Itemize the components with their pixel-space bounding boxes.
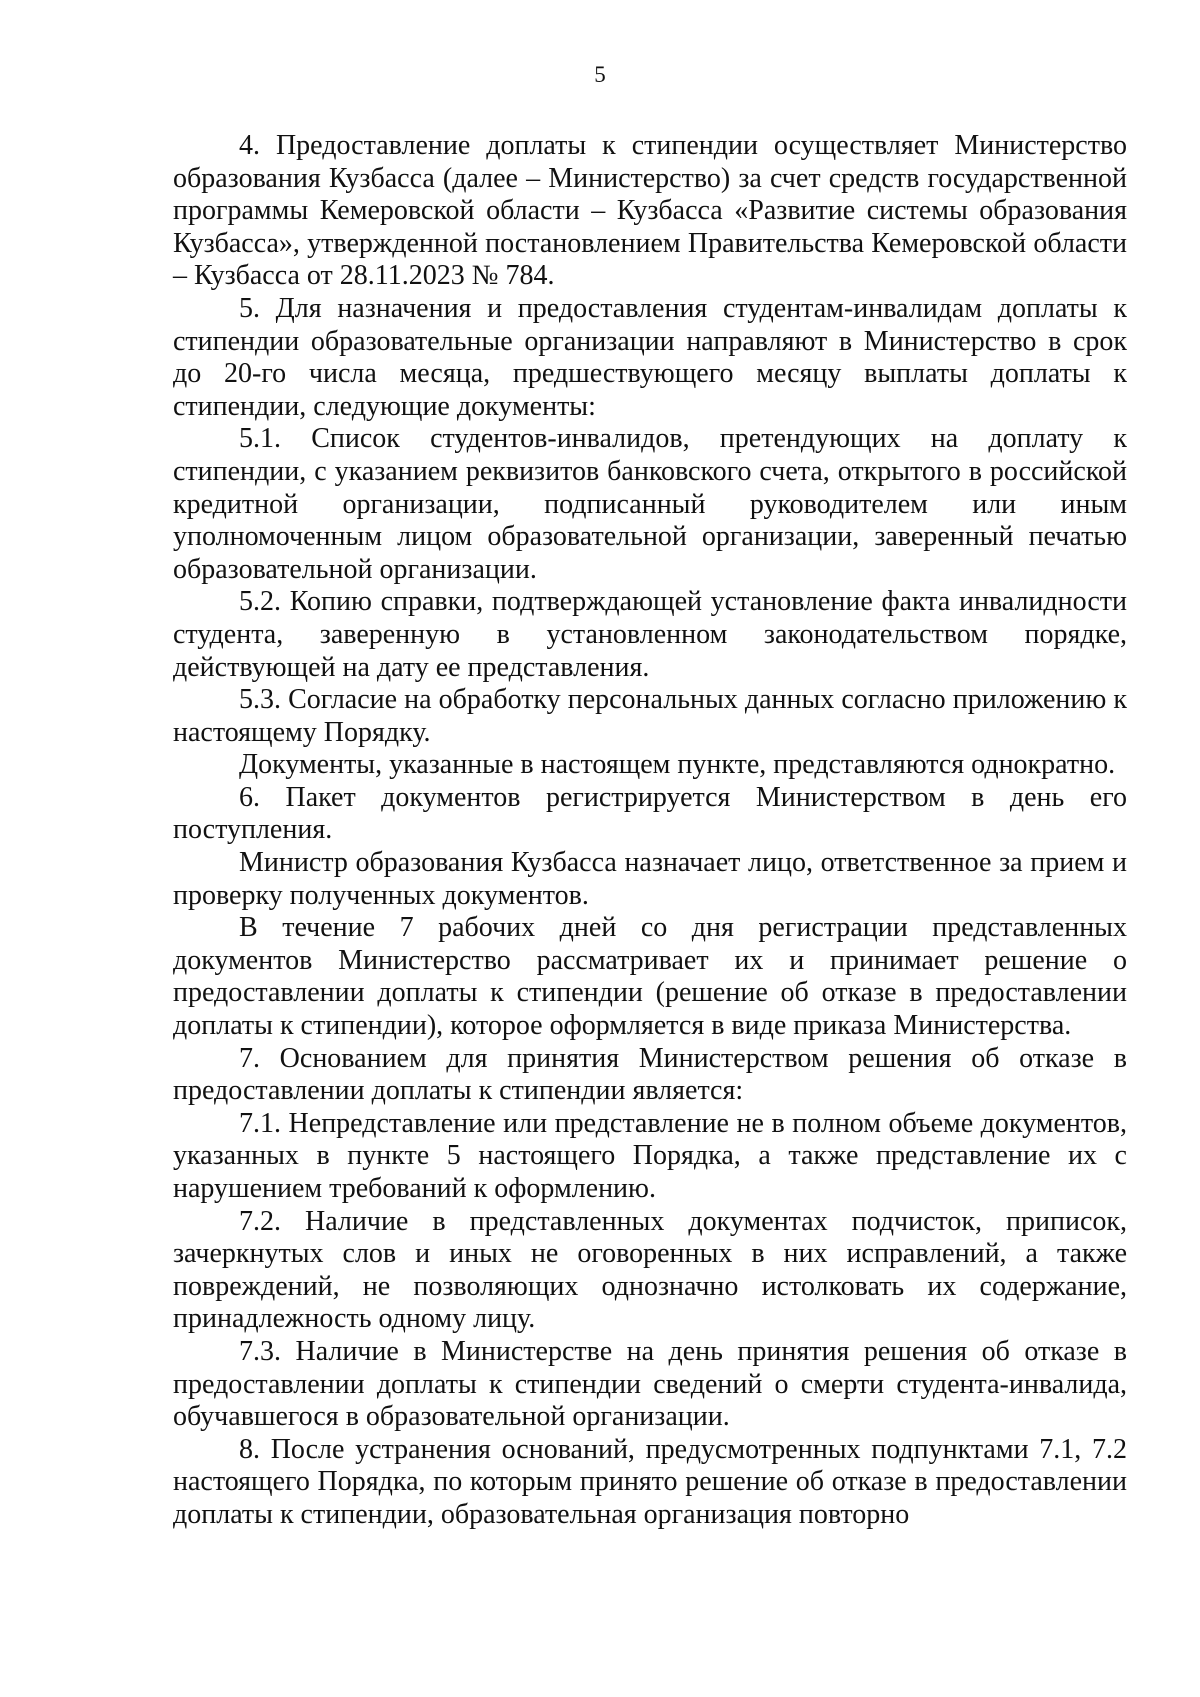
- paragraph-7-1: 7.1. Непредставление или представление не в полном объеме документов, указанных в пункте 5 настоящего Порядка, а также представление их с нарушением требований к оформлению.: [173, 1107, 1127, 1204]
- paragraph-7: 7. Основанием для принятия Министерством решения об отказе в предоставлении доплаты к стипендии является:: [173, 1042, 1127, 1107]
- paragraph-5-3: 5.3. Согласие на обработку персональных данных согласно приложению к настоящему Порядку.: [173, 684, 1127, 748]
- paragraph-5: 5. Для назначения и предоставления студентам-инвалидам доплаты к стипендии образовательные организации направляют в Министерство в срок до 20-го числа месяца, предшествующего месяцу выплаты доплаты к стипендии, следующие документы:: [173, 292, 1127, 422]
- paragraph-6: 6. Пакет документов регистрируется Министерством в день его поступления.: [173, 781, 1127, 846]
- paragraph-review-period: В течение 7 рабочих дней со дня регистрации представленных документов Министерство рассматривает их и принимает решение о предоставлении доплаты к стипендии (решение об отказе в предоставлении доплаты к стипендии), которое оформляется в виде приказа Министерства.: [173, 912, 1127, 1042]
- paragraph-documents-once: Документы, указанные в настоящем пункте, представляются однократно.: [239, 749, 1116, 781]
- page-number: 5: [594, 62, 606, 87]
- paragraph-8: 8. После устранения оснований, предусмотренных подпунктами 7.1, 7.2 настоящего Порядка, по которым принято решение об отказе в предоставлении доплаты к стипендии, образовательная организация повторно: [173, 1433, 1127, 1530]
- paragraph-4: 4. Предоставление доплаты к стипендии осуществляет Министерство образования Кузбасса (далее – Министерство) за счет средств государственной программы Кемеровской области – Кузбасса «Развитие системы образования Кузбасса», утвержденной постановлением Правительства Кемеровской области – Кузбасса от 28.11.2023 № 784.: [173, 130, 1127, 292]
- paragraph-7-3: 7.3. Наличие в Министерстве на день принятия решения об отказе в предоставлении доплаты к стипендии сведений о смерти студента-инвалида, обучавшегося в образовательной организации.: [173, 1335, 1127, 1433]
- document-body: [173, 130, 1127, 1532]
- paragraph-7-2: 7.2. Наличие в представленных документах подчисток, приписок, зачеркнутых слов и иных не оговоренных в них исправлений, а также повреждений, не позволяющих однозначно истолковать их содержание, принадлежность одному лицу.: [173, 1205, 1127, 1335]
- paragraph-5-2: 5.2. Копию справки, подтверждающей установление факта инвалидности студента, заверенную в установленном законодательством порядке, действующей на дату ее представления.: [173, 586, 1127, 683]
- paragraph-5-1: 5.1. Список студентов-инвалидов, претендующих на доплату к стипендии, с указанием реквизитов банковского счета, открытого в российской кредитной организации, подписанный руководителем или иным уполномоченным лицом образовательной организации, заверенный печатью образовательной организации.: [173, 423, 1127, 585]
- paragraph-minister: Министр образования Кузбасса назначает лицо, ответственное за прием и проверку полученных документов.: [173, 847, 1127, 911]
